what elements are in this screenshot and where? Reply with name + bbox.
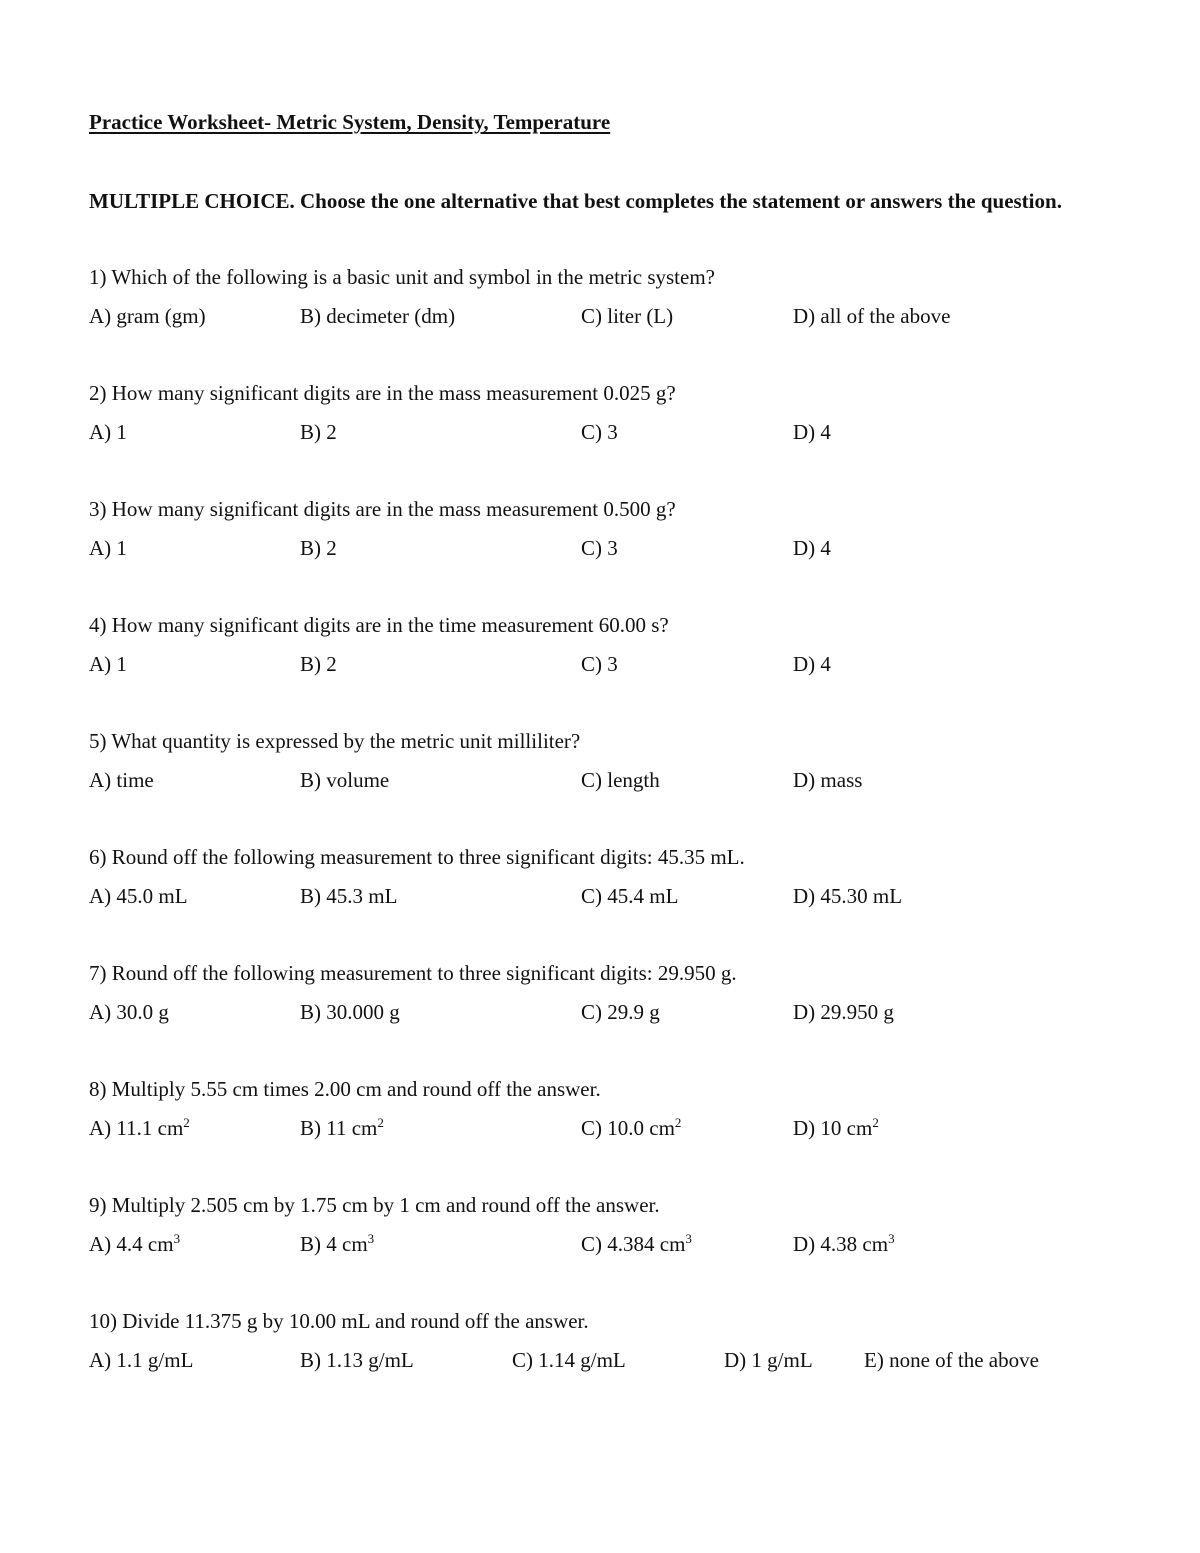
option-b: B) 2 [300, 652, 337, 676]
option-b: B) 4 $cm^3$ [300, 1231, 375, 1256]
option-b: B) decimeter (dm) [300, 304, 456, 328]
option-c: C) 1.14 g/mL [512, 1348, 626, 1372]
option-a: A) gram (gm) [89, 304, 206, 328]
option-b: B) 1.13 g/mL [300, 1348, 414, 1372]
exponent: 3 [888, 1231, 895, 1246]
option-a: A) time [89, 768, 154, 792]
exponent: 2 [872, 1115, 879, 1130]
option-d: D) 4 [793, 420, 831, 444]
question-6 [89, 838, 1109, 916]
question-text: 9) Multiply 2.505 cm by 1.75 cm by 1 cm and round off the answer. [89, 1193, 660, 1217]
question-text: 5) What quantity is expressed by the metric unit milliliter? [89, 729, 581, 753]
option-c: C) 29.9 g [581, 1000, 660, 1024]
question-2 [89, 374, 1109, 452]
answer-options [89, 413, 1109, 452]
option-b: B) 11 $cm^2$ [300, 1115, 384, 1140]
question-10 [89, 1302, 1109, 1380]
question-9 [89, 1186, 1109, 1264]
option-b: B) volume [300, 768, 390, 792]
answer-options [89, 761, 1109, 800]
option-b: B) 2 [300, 536, 337, 560]
worksheet-title: Practice Worksheet- Metric System, Density, Temperature [89, 110, 611, 134]
instructions: MULTIPLE CHOICE. Choose the one alternative that best completes the statement or answers the question. [89, 189, 1062, 213]
option-c: C) 4.384 $cm^3$ [581, 1231, 692, 1256]
option-b: B) 45.3 mL [300, 884, 398, 908]
answer-options [89, 993, 1109, 1032]
question-text: 8) Multiply 5.55 cm times 2.00 cm and round off the answer. [89, 1077, 601, 1101]
option-d: D) mass [793, 768, 863, 792]
option-d: D) 4 [793, 536, 831, 560]
option-d: D) 29.950 g [793, 1000, 894, 1024]
exponent: 2 [674, 1115, 682, 1130]
option-b: B) 2 [300, 420, 337, 444]
option-b: B) 30.000 g [300, 1000, 400, 1024]
option-d: D) 4 [793, 652, 831, 676]
question-text: 3) How many significant digits are in the mass measurement 0.500 g? [89, 497, 676, 521]
exponent: 2 [183, 1115, 190, 1130]
option-d: D) 1 g/mL [724, 1348, 813, 1372]
option-a: A) 45.0 mL [89, 884, 188, 908]
answer-options [89, 1225, 1109, 1264]
question-text: 4) How many significant digits are in the time measurement 60.00 s? [89, 613, 669, 637]
question-text: 6) Round off the following measurement to three significant digits: 45.35 mL. [89, 845, 745, 869]
question-list [89, 258, 1109, 1380]
exponent: 3 [173, 1231, 181, 1246]
answer-options [89, 529, 1109, 568]
exponent: 3 [367, 1231, 375, 1246]
question-4 [89, 606, 1109, 684]
exponent: 3 [685, 1231, 692, 1246]
answer-options [89, 297, 1109, 336]
option-d: D) all of the above [793, 304, 951, 328]
question-text: 10) Divide 11.375 g by 10.00 mL and round off the answer. [89, 1309, 589, 1333]
question-text: 7) Round off the following measurement to three significant digits: 29.950 g. [89, 961, 737, 985]
option-a: A) 11.1 $cm^2$ [89, 1115, 190, 1140]
option-e: E) none of the above [864, 1348, 1039, 1372]
exponent: 2 [377, 1115, 384, 1130]
option-d: D) 45.30 mL [793, 884, 903, 908]
option-d: D) 10 $cm^2$ [793, 1115, 879, 1140]
option-c: C) 45.4 mL [581, 884, 679, 908]
question-5 [89, 722, 1109, 800]
option-c: C) liter (L) [581, 304, 674, 328]
option-c: C) 3 [581, 536, 618, 560]
question-3 [89, 490, 1109, 568]
question-7 [89, 954, 1109, 1032]
option-a: A) 1 [89, 420, 127, 444]
question-text: 1) Which of the following is a basic unit and symbol in the metric system? [89, 265, 715, 289]
option-c: C) 10.0 $cm^2$ [581, 1115, 682, 1140]
option-c: C) 3 [581, 420, 618, 444]
option-a: A) 1 [89, 536, 127, 560]
option-a: A) 30.0 g [89, 1000, 169, 1024]
answer-options [89, 1109, 1109, 1148]
answer-options [89, 645, 1109, 684]
option-c: C) length [581, 768, 660, 792]
option-a: A) 1.1 g/mL [89, 1348, 194, 1372]
question-text: 2) How many significant digits are in the mass measurement 0.025 g? [89, 381, 676, 405]
worksheet-page [89, 104, 1109, 1418]
answer-options [89, 1341, 1109, 1380]
question-8 [89, 1070, 1109, 1148]
option-a: A) 1 [89, 652, 127, 676]
option-c: C) 3 [581, 652, 618, 676]
question-1 [89, 258, 1109, 336]
answer-options [89, 877, 1109, 916]
option-d: D) 4.38 $cm^3$ [793, 1231, 895, 1256]
option-a: A) 4.4 $cm^3$ [89, 1231, 181, 1256]
